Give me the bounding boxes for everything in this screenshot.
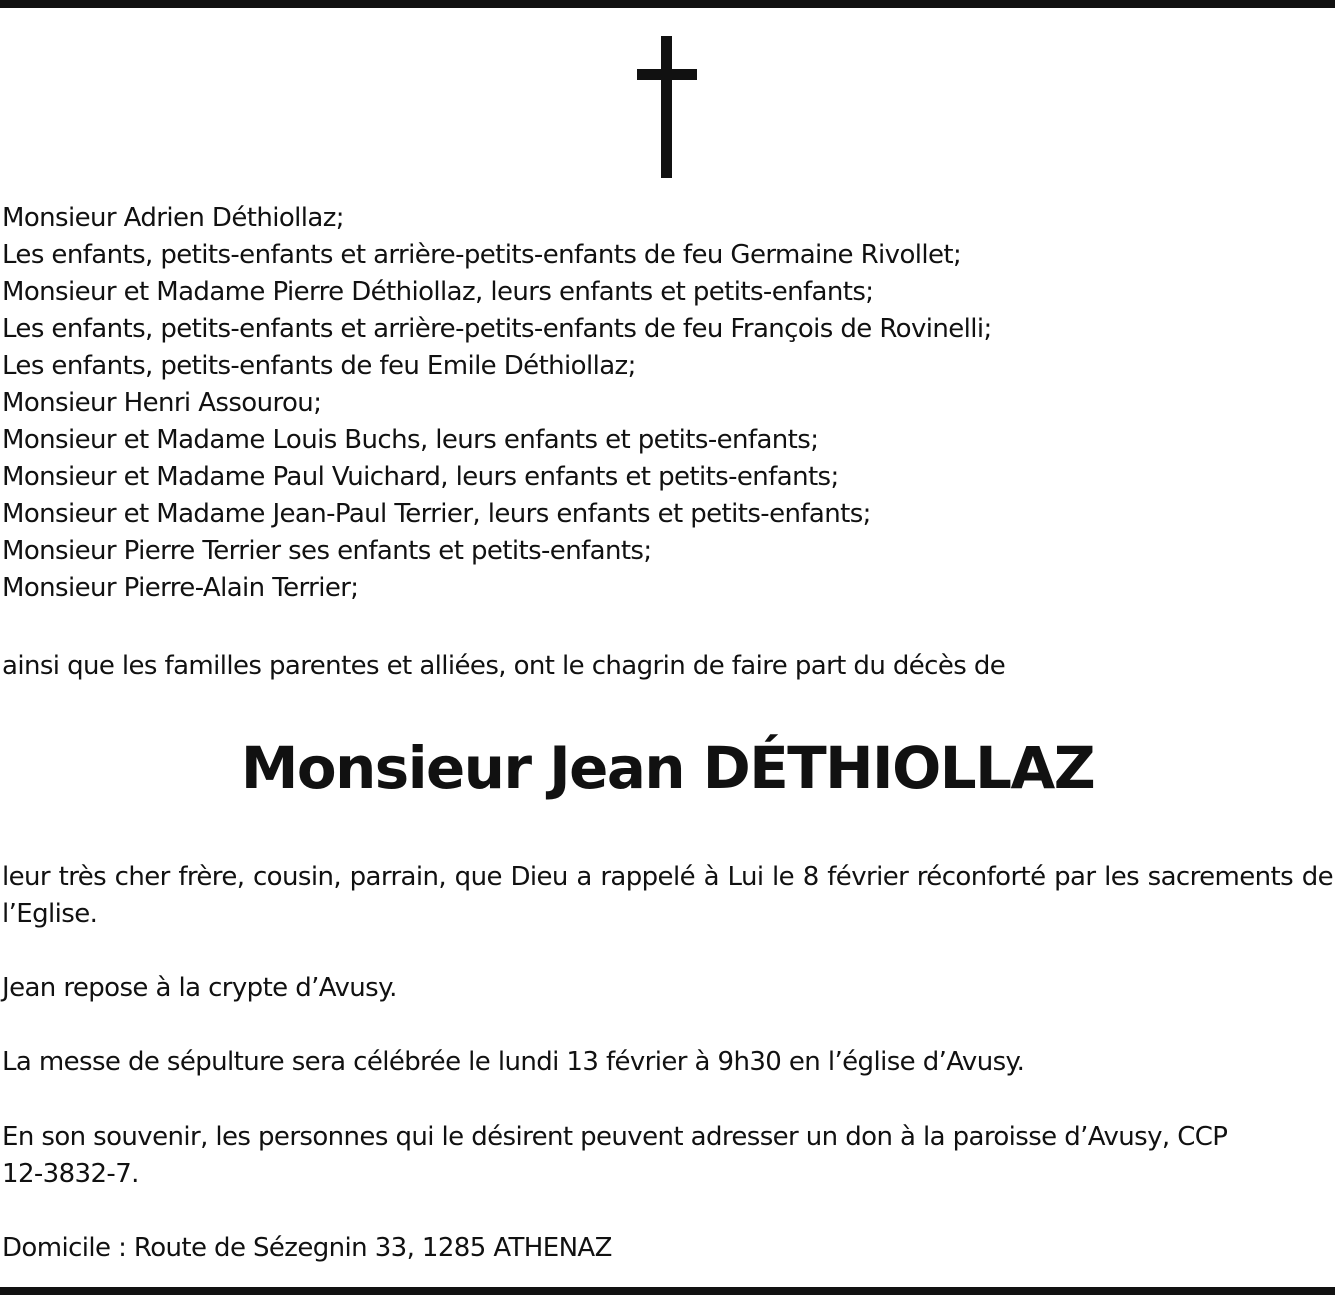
cross-icon bbox=[637, 36, 697, 178]
family-line: Monsieur Adrien Déthiollaz; bbox=[2, 203, 344, 233]
announcement-text: ainsi que les familles parentes et alliées, ont le chagrin de faire part du décès de bbox=[2, 651, 1006, 681]
family-line: Les enfants, petits-enfants de feu Emile Déthiollaz; bbox=[2, 351, 636, 381]
family-line: Les enfants, petits-enfants et arrière-petits-enfants de feu Germaine Rivollet; bbox=[2, 240, 962, 270]
top-border-rule bbox=[0, 0, 1335, 8]
rest-paragraph: Jean repose à la crypte d’Avusy. bbox=[2, 973, 397, 1003]
family-line: Monsieur et Madame Jean-Paul Terrier, leurs enfants et petits-enfants; bbox=[2, 499, 871, 529]
mass-paragraph: La messe de sépulture sera célébrée le lundi 13 février à 9h30 en l’église d’Avusy. bbox=[2, 1047, 1025, 1077]
family-line: Monsieur Pierre-Alain Terrier; bbox=[2, 573, 359, 603]
family-line: Monsieur Pierre Terrier ses enfants et petits-enfants; bbox=[2, 536, 652, 566]
relation-paragraph: leur très cher frère, cousin, parrain, que Dieu a rappelé à Lui le 8 février réconforté par les sacrements de l’Eglise. bbox=[2, 862, 1333, 929]
donation-paragraph: En son souvenir, les personnes qui le désirent peuvent adresser un don à la paroisse d’Avusy, CCP 12-3832-7. bbox=[2, 1122, 1228, 1189]
family-line: Monsieur Henri Assourou; bbox=[2, 388, 322, 418]
family-list bbox=[2, 200, 992, 607]
family-line: Monsieur et Madame Louis Buchs, leurs enfants et petits-enfants; bbox=[2, 425, 819, 455]
family-line: Monsieur et Madame Pierre Déthiollaz, leurs enfants et petits-enfants; bbox=[2, 277, 874, 307]
family-line: Monsieur et Madame Paul Vuichard, leurs enfants et petits-enfants; bbox=[2, 462, 839, 492]
address-paragraph: Domicile : Route de Sézegnin 33, 1285 ATHENAZ bbox=[2, 1233, 612, 1263]
bottom-border-rule bbox=[0, 1287, 1335, 1295]
family-line: Les enfants, petits-enfants et arrière-petits-enfants de feu François de Rovinelli; bbox=[2, 314, 992, 344]
deceased-name: Monsieur Jean DÉTHIOLLAZ bbox=[240, 734, 1095, 802]
